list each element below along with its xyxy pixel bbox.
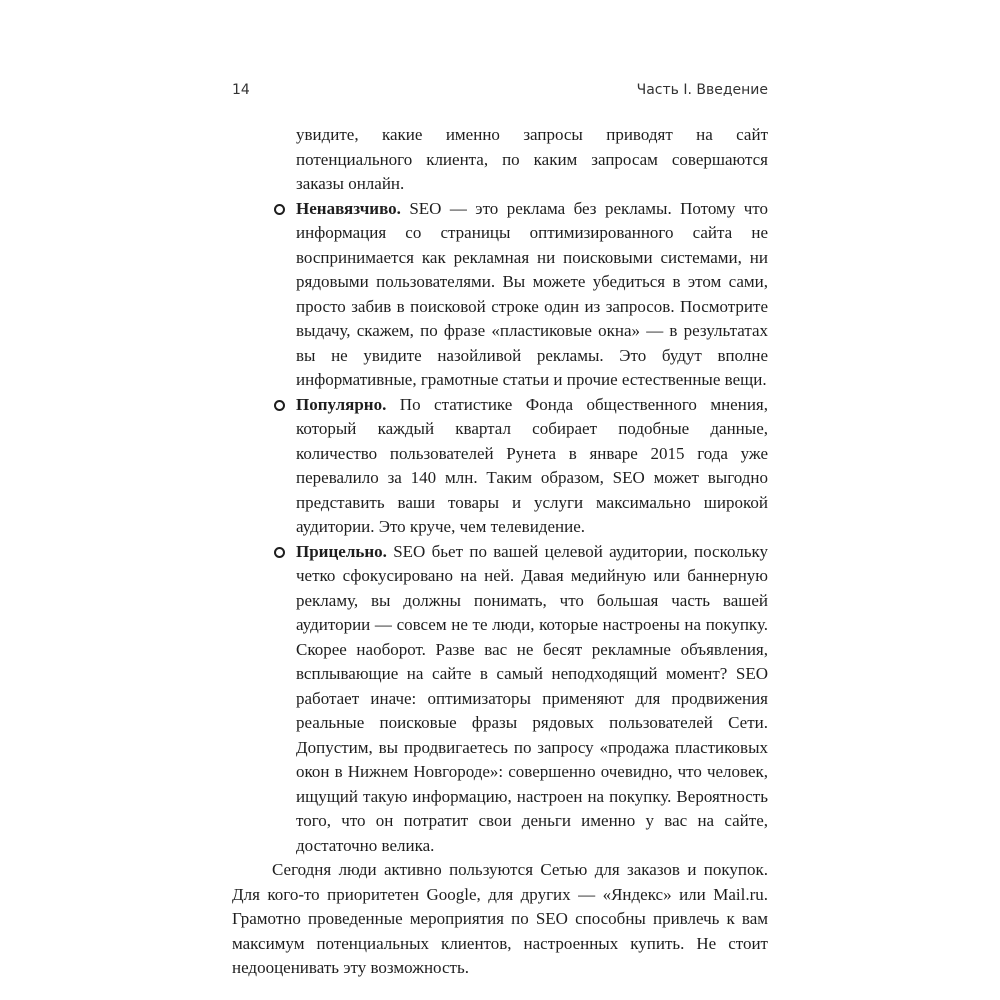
- running-head: [232, 78, 768, 102]
- bullet-term: Ненавязчиво.: [296, 198, 401, 218]
- circle-bullet-icon: [274, 400, 285, 411]
- bullet-term: Популярно.: [296, 394, 387, 414]
- bullet-item-popular: [232, 393, 768, 540]
- body-text: [232, 123, 768, 981]
- section-title: Часть I. Введение: [636, 82, 768, 98]
- bullet-text: SEO — это реклама без рекламы. Потому что информация со страницы оптимизированного сайта не воспринимается как рекламная ни поисковыми системами, ни рядовыми пользователями. Вы можете убедиться в этом сами, просто забив в поисковой строке один из запросов. Посмотрите выдачу, скажем, по фразе «пластиковые окна» — в результатах вы не увидите назойливой рекламы. Это будут вполне информативные, грамотные статьи и прочие естественные вещи.: [296, 198, 768, 389]
- closing-paragraph: Сегодня люди активно пользуются Сетью для заказов и покупок. Для кого-то приоритетен Google, для других — «Яндекс» или Mail.ru. Грамотно проведенные мероприятия по SEO способны привлечь к вам максимум потенциальных клиентов, настроенных купить. Не стоит недооценивать эту возможность.: [232, 860, 768, 977]
- bullet-term: Прицельно.: [296, 541, 387, 561]
- bullet-list: [232, 197, 768, 859]
- page-number: 14: [232, 82, 250, 98]
- bullet-text: По статистике Фонда общественного мнения, который каждый квартал собирает подобные данные, количество пользователей Рунета в январе 2015 года уже перевалило за 140 млн. Таким образом, SEO может выгодно представить ваши товары и услуги максимально широкой аудитории. Это круче, чем телевидение.: [296, 394, 768, 536]
- circle-bullet-icon: [274, 204, 285, 215]
- bullet-item-unobtrusive: [232, 197, 768, 393]
- bullet-item-targeted: [232, 540, 768, 859]
- bullet-text: SEO бьет по вашей целевой аудитории, поскольку четко сфокусировано на ней. Давая медийную или баннерную рекламу, вы должны понимать, что большая часть вашей аудитории — совсем не те люди, которые настроены на покупку. Скорее наоборот. Разве вас не бесят рекламные объявления, всплывающие на сайте в самый неподходящий момент? SEO работает иначе: оптимизаторы применяют для продвижения реальные поисковые фразы рядовых пользователей Сети. Допустим, вы продвигаетесь по запросу «продажа пластиковых окон в Нижнем Новгороде»: совершенно очевидно, что человек, ищущий такую информацию, настроен на покупку. Вероятность того, что он потратит свои деньги именно у вас на сайте, достаточно велика.: [296, 541, 768, 855]
- circle-bullet-icon: [274, 547, 285, 558]
- continuation-paragraph: увидите, какие именно запросы приводят на сайт потенциального клиента, по каким запросам совершаются заказы онлайн.: [296, 125, 768, 193]
